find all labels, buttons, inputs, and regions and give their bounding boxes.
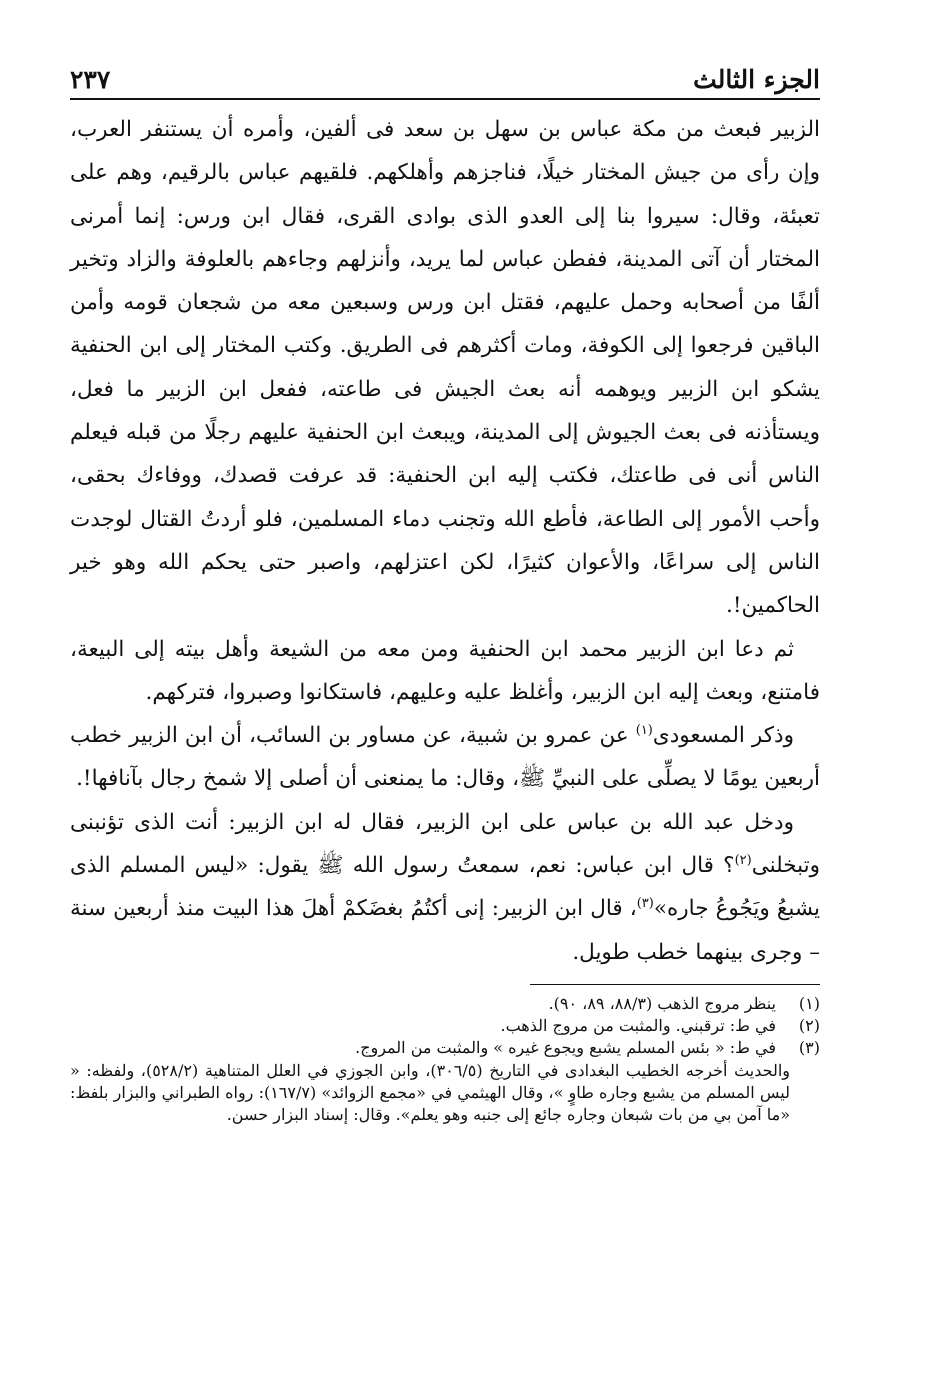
paragraph-3-text-b: عن عمرو بن شبية، عن مساور بن السائب، أن ابن الزبير خطب أربعين يومًا لا يصلِّى على النبيِّ ﷺ، وقال: ما يمنعنى أن أصلى إلا شمخ رجال بآنافها!.	[70, 723, 820, 792]
footnote-3	[70, 1037, 820, 1059]
header-rule	[70, 98, 820, 100]
footnote-rule	[530, 984, 820, 985]
footnote-2	[70, 1015, 820, 1037]
paragraph-4-text-a: ودخل عبد الله بن عباس على ابن الزبير، فقال له ابن الزبير: أنت الذى تؤنبنى وتبخلنى	[70, 809, 820, 879]
paragraph-4	[70, 801, 820, 974]
footnote-ref-1: (١)	[635, 723, 653, 738]
page-number: ٢٣٧	[70, 65, 111, 94]
footnotes	[70, 993, 820, 1126]
footnote-number: (٣)	[798, 1038, 820, 1058]
footnote-text: ينظر مروج الذهب (٨٨/٣، ٨٩، ٩٠).	[548, 993, 776, 1013]
footnote-ref-3: (٣)	[636, 896, 654, 912]
book-page	[70, 52, 820, 1352]
paragraph-3-text-a: وذكر المسعودى	[652, 723, 794, 749]
paragraph-4-text-c: ، قال ابن الزبير: إنى أكتُمُ بغضَكمْ أهلَ هذا البيت منذ أربعين سنة – وجرى بينهما خطب طويل.	[70, 896, 820, 965]
footnote-3-continuation: والحديث أخرجه الخطيب البغدادى في التاريخ (٣٠٦/٥)، وابن الجوزي في العلل المتناهية (٥٢٨/٢)، ولفظه: « ليس المسلم من يشبع وجاره طاوٍ »، وقال الهيثمي في «مجمع الزوائد» (١٦٧/٧): رواه الطبراني والبزار بلفظ: «ما آمن بي من بات شبعان وجاره جائع إلى جنبه وهو يعلم». وقال: إسناد البزار حسن.	[70, 1060, 791, 1124]
paragraph-1: الزبير فبعث من مكة عباس بن سهل بن سعد فى ألفين، وأمره أن يستنفر العرب، وإن رأى من جيش المختار خيلًا، فناجزهم وأهلكهم. فلقيهم عباس بالرقيم، وهم على تعبئة، وقال: سيروا بنا إلى العدو الذى بوادى القرى، فقال ابن ورس: إنما أمرنى المختار أن آتى المدينة، ففطن عباس لما يريد، وأنزلهم وجاءهم بالعلوفة والزاد وتخير ألفًا من أصحابه وحمل عليهم، فقتل ابن ورس وسبعين معه من شجعان قومه وأمن الباقين فرجعوا إلى الكوفة، ومات أكثرهم فى الطريق. وكتب المختار إلى ابن الحنفية يشكو ابن الزبير ويوهمه أنه بعث الجيش فى طاعته، ففعل ابن الزبير ما فعل، ويستأذنه فى بعث الجيوش إلى المدينة، ويبعث ابن الحنفية عليهم رجلًا من قبله فيعلم الناس أنى فى طاعتك، فكتب إليه ابن الحنفية: قد عرفت قصدك، ووفاءك بحقى، وأحب الأمور إلى الطاعة، فأطع الله وتجنب دماء المسلمين، فلو أردتُ القتال لوجدت الناس إلى سراعًا، والأعوان كثيرًا، لكن اعتزلهم، واصبر حتى يحكم الله وهو خير الحاكمين!.	[70, 117, 821, 619]
footnote-text: في ط: « بئس المسلم يشبع ويجوع غيره » والمثبت من المروج.	[355, 1038, 776, 1058]
footnote-ref-2: (٢)	[734, 852, 752, 868]
paragraph-2: ثم دعا ابن الزبير محمد ابن الحنفية ومن معه من الشيعة وأهل بيته إلى البيعة، فامتنع، وبعث إليه ابن الزبير، وأغلظ عليه وعليهم، فاستكانوا وصبروا، فتركهم.	[70, 636, 820, 705]
main-text	[70, 108, 820, 974]
running-title: الجزء الثالث	[693, 65, 820, 94]
footnote-number: (٢)	[798, 1016, 820, 1036]
paragraph-4-text-b: ؟ قال ابن عباس: نعم، سمعتُ رسول الله ﷺ يقول: «ليس المسلم الذى يشبعُ ويَجُوعُ جاره»	[70, 853, 820, 922]
footnote-1	[70, 993, 820, 1015]
footnote-text: في ط: ترقبني. والمثبت من مروج الذهب.	[500, 1016, 776, 1036]
footnote-number: (١)	[798, 993, 820, 1013]
paragraph-3	[70, 714, 820, 801]
page-header	[70, 52, 820, 98]
